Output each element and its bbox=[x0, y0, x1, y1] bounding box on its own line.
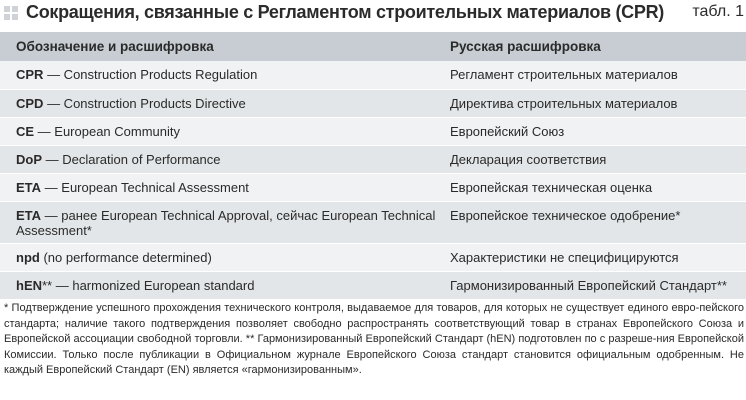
designation-cell bbox=[0, 201, 446, 243]
abbreviation: hEN bbox=[16, 277, 42, 293]
designation-cell bbox=[0, 271, 446, 299]
table-row bbox=[0, 61, 746, 89]
table-row bbox=[0, 201, 746, 243]
abbreviations-table-container bbox=[0, 32, 746, 300]
abbreviation: ETA bbox=[16, 179, 42, 195]
russian-cell: Декларация соответствия bbox=[450, 151, 607, 167]
grid-squares-icon bbox=[4, 6, 18, 20]
expansion: — European Technical Assessment bbox=[41, 179, 249, 195]
table-row bbox=[0, 145, 746, 173]
header-russian: Русская расшифровка bbox=[450, 39, 601, 54]
table-row bbox=[0, 243, 746, 271]
russian-cell: Директива строительных материалов bbox=[450, 95, 678, 111]
table-row bbox=[0, 173, 746, 201]
abbreviation: npd bbox=[16, 249, 40, 265]
designation-cell bbox=[0, 117, 446, 145]
expansion: — harmonized European standard bbox=[52, 277, 255, 293]
table-footnote: * Подтверждение успешного прохождения технического контроля, выдаваемое для товаров, для которых не существует единого евро-пейского стандарта; наличие такого подтверждения позволяет свободно распространять соответствующий товар в странах Европейского Союза и Европейской ассоциации свободной торговли. ** Гармонизированный Европейский Стандарт (hEN) подготовлен по с разреше-ния Европейской Комиссии. Только после публикации в Официальном журнале Европейского Союза стандарт становится официальным одобренным. Не каждый Европейский Стандарт (EN) является «гармонизированным». bbox=[4, 302, 744, 376]
russian-cell: Регламент строительных материалов bbox=[450, 67, 678, 82]
expansion: — European Community bbox=[34, 123, 181, 139]
table-title: Сокращения, связанные с Регламентом строительных материалов (CPR) bbox=[26, 2, 664, 22]
designation-cell bbox=[0, 145, 446, 173]
expansion: — Construction Products Regulation bbox=[43, 67, 258, 82]
designation-cell bbox=[0, 89, 446, 117]
russian-cell: Европейская техническая оценка bbox=[450, 179, 653, 195]
abbreviation: CPD bbox=[16, 95, 44, 111]
designation-cell bbox=[0, 173, 446, 201]
russian-cell: Европейский Союз bbox=[450, 123, 565, 139]
table-row bbox=[0, 271, 746, 299]
designation-cell bbox=[0, 61, 446, 89]
abbreviations-table bbox=[0, 32, 746, 300]
designation-cell bbox=[0, 243, 446, 271]
header-designation: Обозначение и расшифровка bbox=[16, 39, 214, 54]
table-row bbox=[0, 89, 746, 117]
table-row bbox=[0, 117, 746, 145]
abbreviation: ETA bbox=[16, 207, 42, 223]
abbreviation: CE bbox=[16, 123, 35, 139]
russian-cell: Европейское техническое одобрение* bbox=[450, 207, 681, 223]
russian-cell: Гармонизированный Европейский Стандарт** bbox=[450, 277, 727, 293]
table-number: табл. 1 bbox=[692, 3, 744, 20]
abbreviation: DoP bbox=[16, 151, 42, 167]
expansion: (no performance determined) bbox=[39, 249, 212, 265]
abbreviation: CPR bbox=[16, 67, 44, 82]
abbreviation-mark: ** bbox=[42, 277, 53, 293]
expansion: — ранее European Technical Approval, сейчас European Technical Assessment* bbox=[16, 207, 436, 238]
russian-cell: Характеристики не специфицируются bbox=[450, 249, 679, 265]
expansion: — Construction Products Directive bbox=[43, 95, 246, 111]
table-header-row bbox=[0, 32, 746, 61]
expansion: — Declaration of Performance bbox=[42, 151, 221, 167]
title-row bbox=[0, 0, 746, 30]
